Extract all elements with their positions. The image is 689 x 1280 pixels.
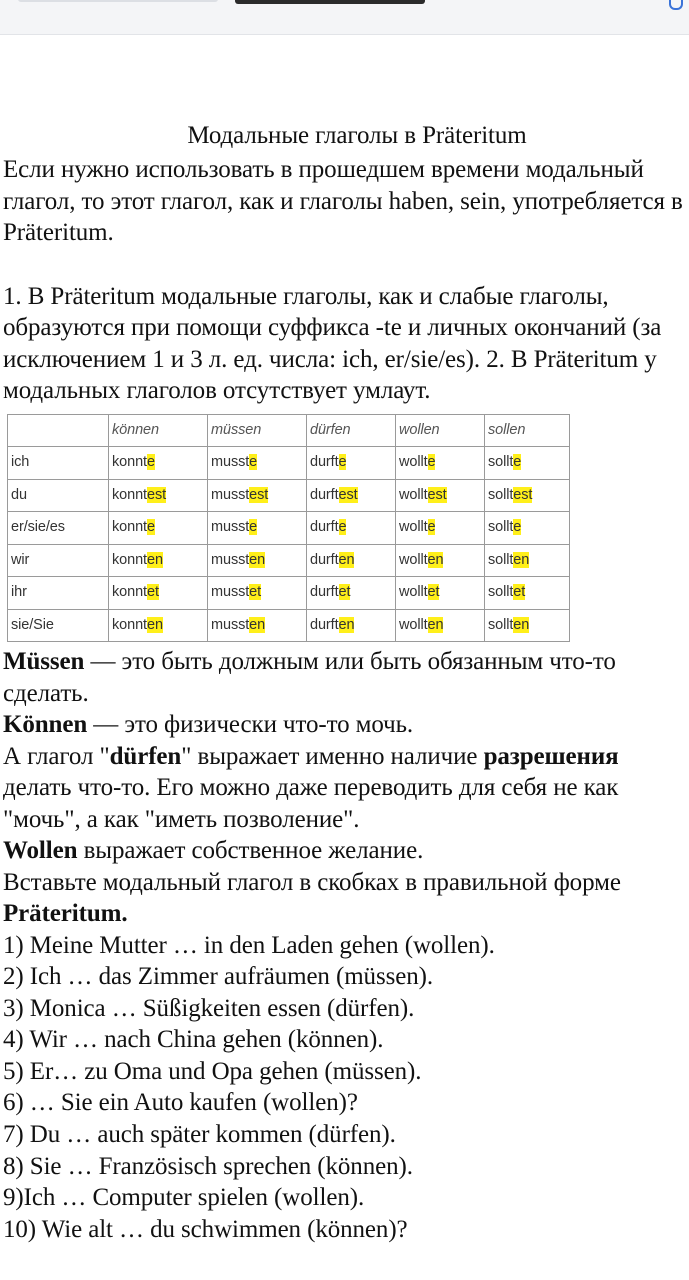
verb-ending-highlight: en [427,616,444,633]
verb-form-cell [307,577,396,610]
verb-form-cell [109,447,208,480]
pronoun-cell: ich [8,447,109,480]
verb-stem: sollt [488,454,514,470]
verb-form-cell [396,447,485,480]
verb-ending-highlight: et [249,584,262,600]
verb-stem: musst [211,616,250,633]
verb-stem: sollt [488,551,514,568]
pronoun-cell: ihr [8,577,109,610]
konnen-explanation: Können — это физически что-то мочь. [3,711,414,738]
verb-form-cell [307,479,396,512]
verb-form-cell [307,609,396,642]
verb-ending-highlight: et [338,584,351,600]
list-item: 1) Meine Mutter … in den Laden gehen (wollen). [3,931,495,959]
verb-stem: durft [310,486,339,503]
verb-form-cell [109,479,208,512]
mussen-term: Müssen [3,648,85,675]
table-row [8,447,570,480]
verb-stem: konnt [112,551,147,568]
verb-form-cell [485,447,570,480]
document-body [0,118,689,1245]
verb-ending-highlight: est [427,486,447,503]
table-row [8,544,570,577]
verb-stem: wollt [399,486,428,503]
verb-stem: konnt [112,584,147,600]
table-row [8,479,570,512]
verb-stem: sollt [488,616,514,633]
verb-ending-highlight: e [513,519,522,535]
verb-ending-highlight: e [427,454,436,470]
verb-stem: konnt [112,616,147,633]
verb-form-cell [307,447,396,480]
intro-paragraph: Если нужно использовать в прошедшем времени модальный глагол, то этот глагол, как и глаголы haben, sein, употребляется в Präteritum. [3,156,683,246]
task-instruction: Вставьте модальный глагол в скобках в правильной форме Präteritum. [3,868,621,927]
verb-ending-highlight: et [513,584,526,600]
verb-ending-highlight: est [338,486,358,503]
verb-stem: durft [310,616,339,633]
list-item: 8) Sie … Französisch sprechen (können). [3,1152,413,1180]
verb-form-cell [208,609,307,642]
verb-stem: wollt [399,616,428,633]
verb-stem: durft [310,584,339,600]
verb-ending-highlight: en [146,616,163,633]
list-item: 9)Ich … Computer spielen (wollen). [3,1184,365,1212]
rules-paragraph: 1. В Präteritum модальные глаголы, как и слабые глаголы, образуются при помощи суффикса -te и личных окончаний (за исключением 1 и 3 л. ед. числа: ich, er/sie/es). 2. В Präteritum у модальных глаголов отсутствует умлаут. [3,282,662,404]
pronoun-cell: wir [8,544,109,577]
verb-stem: wollt [399,454,428,470]
column-header: sollen [485,414,570,447]
verb-form-cell [109,577,208,610]
verb-stem: wollt [399,519,428,535]
verb-ending-highlight: e [146,454,155,470]
verb-stem: sollt [488,519,514,535]
verb-ending-highlight: en [249,616,266,633]
verb-form-cell [396,512,485,545]
verb-form-cell [109,609,208,642]
list-item: 10) Wie alt … du schwimmen (können)? [3,1215,408,1243]
list-item: 4) Wir … nach China gehen (können). [3,1026,384,1054]
verb-ending-highlight: e [146,519,155,535]
verb-stem: konnt [112,454,147,470]
durfen-explanation: А глагол "dürfen" выражает именно наличие разрешения делать что-то. Его можно даже переводить для себя не как "мочь", а как "иметь позволение". [3,742,619,833]
table-corner-cell [8,414,109,447]
verb-form-cell [208,512,307,545]
list-item: 7) Du … auch später kommen (dürfen). [3,1121,396,1149]
pronoun-cell: sie/Sie [8,609,109,642]
task-bold: Präteritum. [3,900,128,927]
verb-stem: musst [211,454,250,470]
durfen-term: dürfen [109,742,182,770]
page-title: Модальные глаголы в Präteritum [187,122,527,149]
verb-form-cell [208,479,307,512]
verb-stem: musst [211,584,250,600]
verb-ending-highlight: en [513,551,530,568]
verb-form-cell [485,577,570,610]
verb-stem: durft [310,519,339,535]
verb-stem: wollt [399,551,428,568]
verb-form-cell [208,447,307,480]
verb-form-cell [208,577,307,610]
verb-form-cell [109,544,208,577]
wollen-term: Wollen [3,837,78,864]
verb-form-cell [208,544,307,577]
table-header-row [8,414,570,447]
table-row [8,577,570,610]
verb-form-cell [485,544,570,577]
verb-stem: musst [211,486,250,503]
verb-ending-highlight: et [146,584,159,600]
list-item: 3) Monica … Süßigkeiten essen (dürfen). [3,994,415,1022]
list-item: 6) … Sie ein Auto kaufen (wollen)? [3,1089,358,1117]
verb-ending-highlight: e [338,519,347,535]
verb-ending-highlight: e [427,519,436,535]
exercise-list [0,930,689,1246]
browser-top-bar [0,0,689,35]
column-header: müssen [208,414,307,447]
list-item: 5) Er… zu Oma und Opa gehen (müssen). [3,1057,422,1085]
verb-stem: sollt [488,584,514,600]
cropped-heading [235,0,425,4]
table-row [8,512,570,545]
column-header: wollen [396,414,485,447]
cropped-icon [669,0,683,10]
verb-form-cell [307,544,396,577]
verb-ending-highlight: est [513,486,533,503]
pronoun-cell: er/sie/es [8,512,109,545]
permission-term: разрешения [483,742,619,770]
verb-stem: sollt [488,486,514,503]
column-header: können [109,414,208,447]
column-header: dürfen [307,414,396,447]
verb-ending-highlight: e [513,454,522,470]
verb-ending-highlight: et [427,584,440,600]
paragraph-gap [0,249,689,281]
verb-ending-highlight: en [249,551,266,568]
verb-ending-highlight: en [513,616,530,633]
conjugation-table [7,414,570,643]
mussen-explanation: Müssen — это быть должным или быть обязанным что-то сделать. [3,648,616,707]
verb-stem: durft [310,454,339,470]
list-item: 2) Ich … das Zimmer aufräumen (müssen). [3,963,433,991]
cropped-tab-strip [18,0,218,2]
verb-form-cell [396,544,485,577]
verb-stem: durft [310,551,339,568]
verb-form-cell [485,512,570,545]
table-row [8,609,570,642]
verb-form-cell [307,512,396,545]
konnen-term: Können [3,711,88,738]
verb-stem: konnt [112,486,147,503]
verb-form-cell [396,577,485,610]
verb-ending-highlight: en [338,551,355,568]
verb-form-cell [109,512,208,545]
pronoun-cell: du [8,479,109,512]
verb-ending-highlight: est [146,486,167,503]
verb-ending-highlight: e [249,454,258,470]
verb-ending-highlight: en [338,616,355,633]
verb-form-cell [485,479,570,512]
verb-ending-highlight: est [249,486,269,503]
wollen-explanation: Wollen выражает собственное желание. [3,837,424,864]
verb-form-cell [485,609,570,642]
verb-form-cell [396,479,485,512]
verb-stem: musst [211,551,250,568]
verb-stem: konnt [112,519,147,535]
verb-ending-highlight: en [146,551,163,568]
verb-ending-highlight: e [338,454,347,470]
verb-stem: musst [211,519,250,535]
verb-ending-highlight: e [249,519,258,535]
verb-form-cell [396,609,485,642]
verb-ending-highlight: en [427,551,444,568]
verb-stem: wollt [399,584,428,600]
